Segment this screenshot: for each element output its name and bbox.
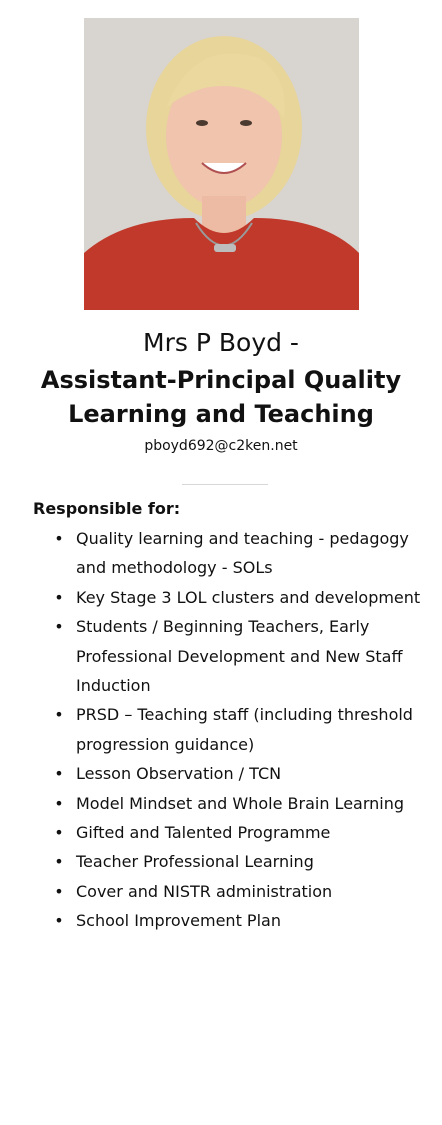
list-item: • Gifted and Talented Programme [0, 818, 442, 847]
responsibilities-heading: Responsible for: [33, 499, 181, 518]
job-title [0, 363, 442, 431]
job-title-line-2: Learning and Teaching [68, 400, 374, 428]
section-divider [182, 484, 268, 485]
list-item: • Lesson Observation / TCN [0, 759, 442, 788]
list-item: • Students / Beginning Teachers, Early Professional Development and New Staff Induction [0, 612, 442, 700]
bullet-icon: • [54, 617, 64, 637]
list-item: • School Improvement Plan [0, 906, 442, 935]
bullet-icon: • [54, 852, 64, 872]
bullet-icon: • [54, 881, 64, 901]
job-title-line-1: Assistant-Principal Quality [40, 366, 402, 394]
list-item: • Quality learning and teaching - pedagogy and methodology - SOLs [0, 524, 442, 583]
bullet-icon: • [54, 529, 64, 548]
email-address: pboyd692@c2ken.net [144, 438, 298, 454]
bullet-icon: • [54, 823, 64, 843]
person-name: Mrs P Boyd - [143, 328, 299, 357]
responsibilities-list [0, 524, 442, 936]
list-item: • Model Mindset and Whole Brain Learning [0, 789, 442, 818]
list-item: • Teacher Professional Learning [0, 847, 442, 876]
bullet-icon: • [54, 764, 64, 784]
bullet-icon: • [54, 587, 64, 607]
list-item: • Cover and NISTR administration [0, 877, 442, 906]
list-item: • PRSD – Teaching staff (including threshold progression guidance) [0, 700, 442, 759]
list-item: • Key Stage 3 LOL clusters and development [0, 583, 442, 612]
bullet-icon: • [54, 705, 64, 725]
profile-photo [84, 18, 359, 310]
bullet-icon: • [54, 793, 64, 813]
bullet-icon: • [54, 911, 64, 931]
